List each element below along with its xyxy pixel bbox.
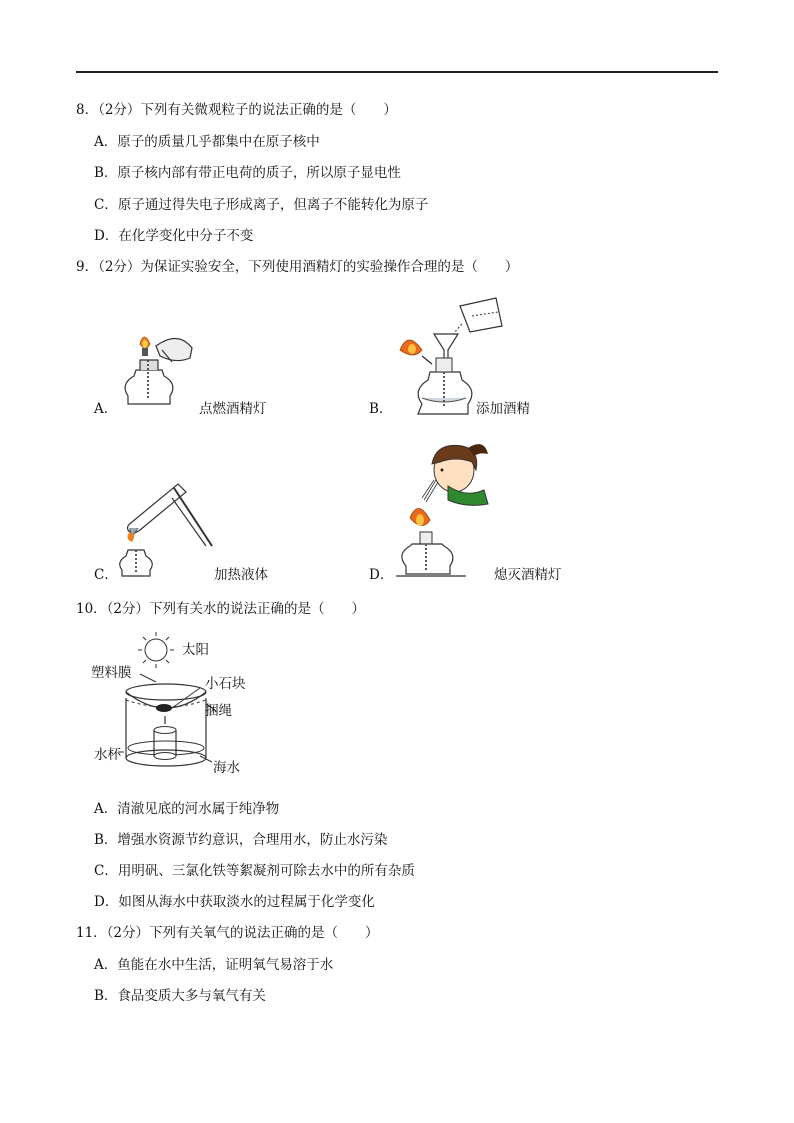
q9-option-a-caption: 点燃酒精灯	[199, 401, 267, 417]
label-water-cup: 水杯	[94, 747, 121, 763]
label-small-stone: 小石块	[205, 676, 246, 692]
q9-option-a-letter: A．	[94, 401, 118, 417]
q10-option-c: C．用明矾、三氯化铁等絮凝剂可除去水中的所有杂质	[94, 863, 415, 879]
q9-option-b-letter: B．	[369, 401, 393, 417]
label-sun: 太阳	[182, 642, 209, 658]
label-rope: 捆绳	[205, 703, 232, 719]
q10-option-b: B．增强水资源节约意识，合理用水，防止水污染	[94, 832, 388, 848]
q8-option-d: D．在化学变化中分子不变	[94, 228, 254, 244]
q8-stem: 8．（2分）下列有关微观粒子的说法正确的是（ ）	[76, 102, 397, 118]
q8-option-c: C．原子通过得失电子形成离子，但离子不能转化为原子	[94, 197, 429, 213]
q9-option-d-letter: D．	[369, 567, 394, 583]
q9-option-b-caption: 添加酒精	[476, 401, 530, 417]
header-rule	[76, 71, 718, 73]
q10-stem: 10．（2分）下列有关水的说法正确的是（ ）	[76, 601, 366, 617]
label-plastic-film: 塑料膜	[91, 665, 132, 681]
figure-lighting-lamp	[120, 322, 200, 412]
q11-option-a: A．鱼能在水中生活，证明氧气易溶于水	[94, 957, 334, 973]
q11-option-b: B．食品变质大多与氧气有关	[94, 988, 266, 1004]
q11-stem: 11．（2分）下列有关氧气的说法正确的是（ ）	[76, 925, 379, 941]
figure-extinguishing-lamp	[396, 440, 506, 580]
q9-stem: 9．（2分）为保证实验安全，下列使用酒精灯的实验操作合理的是（ ）	[76, 259, 519, 275]
figure-adding-alcohol	[396, 294, 506, 416]
q10-option-a: A．清澈见底的河水属于纯净物	[94, 801, 280, 817]
q10-option-d: D．如图从海水中获取淡水的过程属于化学变化	[94, 894, 375, 910]
q9-option-d-caption: 熄灭酒精灯	[494, 567, 562, 583]
q8-option-b: B．原子核内部有带正电荷的质子，所以原子显电性	[94, 165, 401, 181]
label-seawater: 海水	[213, 760, 240, 776]
q9-option-c-caption: 加热液体	[214, 567, 268, 583]
figure-heating-liquid	[116, 484, 216, 580]
q9-option-c-letter: C．	[94, 567, 118, 583]
q8-option-a: A．原子的质量几乎都集中在原子核中	[94, 134, 320, 150]
